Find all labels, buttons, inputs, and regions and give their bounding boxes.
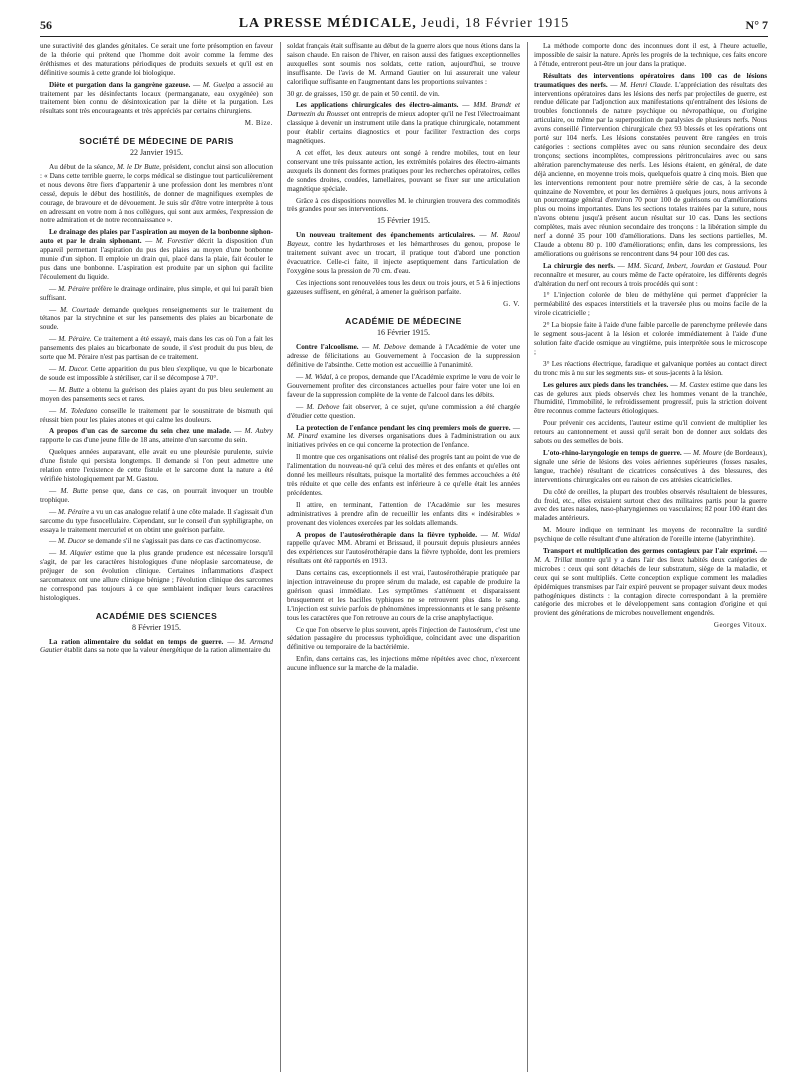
- article-title: Les gelures aux pieds dans les tranchées.: [543, 380, 669, 389]
- column-middle: [287, 42, 520, 1072]
- article-autoserotherapie: A propos de l'autosérothérapie dans la fièvre typhoïde. — M. Widal rappelle qu'avec MM. Abrami et Brissaud, il poursuit depuis plusieurs années des expériences sur l'autosérothérapie dans la fièvre typhoïde, dont les premiers résultats ont été rapportés en 1913.: [287, 530, 520, 566]
- author: M. A. Trillat: [534, 555, 573, 564]
- paragraph: — M. Péraire. Ce traitement a été essayé, mais dans les cas où l'on a fait les pansements des plaies au bicarbonate de soude, il s'est produit du pus bleu, de sorte que M. Péraire n'est pas partisan de ce traitement.: [40, 335, 273, 362]
- paragraph: — M. Toledano conseille le traitement par le sousnitrate de bismuth qui réussit bien pour les plaies atones et qui calme les douleurs.: [40, 406, 273, 424]
- text: a obtenu la guérison des plaies ayant du pus bleu seulement au moyen des pansements secs et rares.: [40, 385, 273, 403]
- signature: M. Bize.: [244, 119, 273, 128]
- author: M. Raoul Bayeux,: [287, 231, 520, 249]
- author: M. Pinard: [287, 432, 318, 441]
- paragraph: Du côté de oreilles, la plupart des troubles observés résultaient de blessures, du froid, etc., elles existaient surtout chez des militaires partis pour la guerre avec des tares nasales, naso-pharyngiennes ou vasculaires; 82 pour 100 étant des malades antérieurs.: [534, 487, 767, 523]
- text: a vu un cas analogue relatif à une côte malade. Il s'agissait d'un sarcome du type fusocellulaire. Cependant, sur le conseil d'un syphiligraphe, on essaya le traitement mercuriel et on obtint une guérison parfaite.: [40, 507, 273, 534]
- author: M. Toledano: [59, 406, 98, 415]
- author: M. Moure: [692, 448, 722, 457]
- author: M. Widal,: [305, 373, 334, 381]
- author: M. Alquier: [59, 549, 92, 558]
- text: Pour reconnaître et mesurer, au cours même de l'acte opératoire, les différents degrés d'altération du nerf ont recours à trois procédés qui sont :: [534, 261, 767, 288]
- paragraph: Enfin, dans certains cas, les injections même répétées avec choc, n'exercent aucune influence sur la marche de la maladie.: [287, 655, 520, 673]
- journal-masthead: [40, 16, 768, 32]
- text: pense que, dans ce cas, on pourrait invoquer un trouble trophique.: [40, 486, 273, 504]
- paragraph: Il montre que ces organisations ont réalisé des progrès tant au point de vue de l'alimentation du nouveau-né qu'à celui des mères et des enfants et qu'elles ont donné les meilleurs résultats, puisque la mortalité des femmes accouchées a été très réduite et que celle des enfants est inférieure à ce qu'elle était les années précédentes.: [287, 453, 520, 497]
- paragraph: — M. Ducor. Cette apparition du pus bleu s'explique, vu que le bicarbonate de soude est impossible à stériliser, car il se décompose à 70°.: [40, 365, 273, 382]
- author: M. Péraire: [58, 507, 90, 516]
- article-text: président, conclut ainsi son allocution : « Dans cette terrible guerre, le corps médical se distingue tout particulièrement et nous devons être fiers d'appartenir à une profession dont les membres n'ont cessé, depuis le début des hostilités, de donner de magnifiques exemples de courage, de bravoure et de dévouement. Je suis sûr d'être votre interprète à tous en adressant en votre nom à nos collègues, qui sont aux armées, l'expression de notre admiration et de notre reconnaissance ».: [40, 162, 273, 225]
- text: estime que la plus grande prudence est nécessaire lorsqu'il s'agit, de par les caractères histologiques d'une néoplasie sarcomateuse, de préjuger de son évolution clinique. Certaines inflammations d'aspect sarcomateux ont une allure clinique bénigne ; l'évolution clinique des sarcomes ne correspond pas toujours à ce que semblaient indiquer leurs caractères histologiques.: [40, 549, 273, 602]
- author: M. Debove: [372, 343, 406, 352]
- article-title: La chirurgie des nerfs.: [543, 261, 616, 270]
- article-title: La ration alimentaire du soldat en temps de guerre.: [49, 637, 224, 646]
- article-drainage: Le drainage des plaies par l'aspiration au moyen de la bonbonne siphon-auto et par le drain siphonant. — M. Forestier décrit la disposition d'un appareil permettant l'aspiration du pus des plaies au moyen d'une bonbonne munie d'un siphon. Il emploie un drain qui, placé dans la plaie, fait écouler le pus dans une bonbonne. L'aspiration est produite par un siphon qui facilite l'écoulement du liquide.: [40, 228, 273, 281]
- text: Cette apparition du pus bleu s'explique, vu que le bicarbonate de soude est impossible à stériliser, car il se décompose à 70°.: [40, 365, 273, 382]
- article-title: Transport et multiplication des germes contagieux par l'air exprimé.: [543, 547, 758, 556]
- article-sarcome: A propos d'un cas de sarcome du sein chez une malade. — M. Aubry rapporte le cas d'une jeune fille de 18 ans, atteinte d'un sarcome du sein.: [40, 427, 273, 445]
- column-right: [534, 42, 767, 1072]
- journal-title: LA PRESSE MÉDICALE,: [238, 16, 417, 31]
- article-diete: Diète et purgation dans la gangrène gazeuse. — M. Guelpa a associé au traitement par les désinfectants locaux (permanganate, eau oxygénée) son traitement bien connu de désintoxication par la diète et la purgation. Les résultats sont très encourageants et très appréciés par certains chirurgiens.: [40, 80, 273, 116]
- text: préfère le drainage ordinaire, plus simple, et qui lui paraît bien suffisant.: [40, 284, 273, 302]
- text: Ce traitement a été essayé, mais dans les cas où l'on a fait les pansements des plaies au bicarbonate de soude, il s'est produit du pus bleu, de sorte que M. Péraire n'est pas partisan de ce traitement.: [40, 335, 273, 362]
- article-electro-aimants: Les applications chirurgicales des électro-aimants. — MM. Brandt et Darmezin du Rousset ont entrepris de mieux adopter qu'il ne l'est l'électroaimant classique à devenir un instrument utile dans la pratique chirurgicale, notamment pour établir certains diagnostics et pour faciliter l'extraction des corps magnétiques.: [287, 101, 520, 146]
- paragraph: soldat français était suffisante au début de la guerre alors que nous étions dans la saison chaude. En raison de l'hiver, en raison aussi des fatigues exceptionnelles auxquelles sont soumis nos soldats, cette ration, aujourd'hui, se trouve insuffisante. De l'avis de M. Armand Gautier on lui assurerait une valeur calorifique suffisante en l'augmentant dans les proportions suivantes :: [287, 42, 520, 86]
- section-date: 16 Février 1915.: [376, 328, 431, 338]
- section-title: ACADÉMIE DE MÉDECINE: [345, 316, 462, 327]
- paragraph: [40, 163, 273, 225]
- article-title: A propos d'un cas de sarcome du sein chez une malade.: [49, 427, 232, 436]
- paragraph: Ces injections sont renouvelées tous les deux ou trois jours, et 5 à 6 injections gazeuses suffisent, en général, à amener la guérison parfaite.: [287, 278, 520, 296]
- section-date: 8 Février 1915.: [131, 622, 182, 632]
- author: MM. Sicard, Imbert, Jourdan et Gastaud.: [627, 261, 751, 270]
- article-text: décrit la disposition d'un appareil permettant l'aspiration du pus des plaies au moyen d'une bonbonne munie d'un siphon. Il emploie un drain qui, placé dans la plaie, fait écouler le pus dans une bonbonne. L'aspiration est produite par un siphon qui facilite l'écoulement du liquide.: [40, 237, 273, 281]
- article-title: Le drainage des plaies par l'aspiration au moyen de la bonbonne siphon-auto et par le drain siphonant.: [40, 228, 273, 246]
- text: estime que dans les cas de gelures aux pieds observés chez les hommes venant de la tranchée, l'humidité, l'immobilité, le refroidissement progressif, puis la striction doivent être reconnus comme facteurs étiologiques.: [534, 380, 767, 416]
- text: (de Bordeaux), signale une série de lésions des voies aériennes supérieures (fosses nasales, langue, trachée) résultant de cicatrices consécutives à des blessures, des interventions chirurgicales ont eu raison de ces atrésies cicatricielles.: [534, 448, 767, 484]
- article-title: Résultats des interventions opératoires dans 100 cas de lésions traumatiques des nerfs.: [534, 71, 767, 89]
- paragraph: La méthode comporte donc des inconnues dont il est, à l'heure actuelle, impossible de saisir la nature. Après les progrès de la technique, ces faits encore à l'étude, entreront peut-être un jour dans la pratique.: [534, 42, 767, 68]
- column-divider: [280, 42, 281, 1072]
- text: ont entrepris de mieux adopter qu'il ne l'est l'électroaimant classique à devenir un instrument utile dans la pratique chirurgicale, notamment pour établir certains diagnostics et pour faciliter l'extraction des corps magnétiques.: [287, 110, 520, 146]
- text: fait observer, à ce sujet, qu'une commission a été chargée d'étudier cette question.: [287, 402, 520, 420]
- paragraph: — M. Widal, à ce propos, demande que l'Académie exprime le vœu de voir le Gouvernement profiter des circonstances actuelles pour faire voter une loi en faveur de la suppression complète de la vente de l'alcool dans les débits.: [287, 373, 520, 399]
- newspaper-page: [40, 14, 768, 1074]
- issue-date: Jeudi, 18 Février 1915: [421, 16, 570, 31]
- article-alcoolisme: Contre l'alcoolisme. — M. Debove demande à l'Académie de voter une adresse de félicitations au Gouvernement à l'occasion de la suppression définitive de l'absinthe. Cette motion est accueillie à l'unanimité.: [287, 343, 520, 370]
- author: M. Widal: [491, 530, 520, 539]
- text: conseille le traitement par le sousnitrate de bismuth qui réussit bien pour les plaies atones et qui calme les douleurs.: [40, 406, 273, 424]
- paragraph: — M. Alquier estime que la plus grande prudence est nécessaire lorsqu'il s'agit, de par les caractères histologiques d'une néoplasie sarcomateuse, de préjuger de son évolution clinique. Certaines inflammations d'aspect sarcomateux ont une allure clinique bénigne ; l'évolution clinique des sarcomes ne correspond pas toujours à ce que semblaient indiquer leurs caractères histologiques.: [40, 549, 273, 602]
- text: montre qu'il y a dans l'air des lieux habités deux catégories de microbes : ceux qui sont détachés de leur substratum, siège de la maladie, et ceux qui se sont multipliés. Cette conception explique comment les maladies épidémiques transmises par l'air expiré peuvent se propager suivant deux modes pathogéniques distincts : la contagion directe correspondant à la première catégorie des microbes et le développement sans contagion d'origine et qui provient des générations de microbes nouvellement engendrés.: [534, 555, 767, 618]
- article-title: Un nouveau traitement des épanchements articulaires.: [296, 231, 476, 240]
- section-title: ACADÉMIE DES SCIENCES: [95, 610, 218, 621]
- article-enfance: La protection de l'enfance pendant les cinq premiers mois de guerre. — M. Pinard examine les diverses organisations dues à l'administration ou aux initiatives privées en ce qui concerne la protection de l'enfance.: [287, 423, 520, 450]
- author: M. Guelpa: [202, 80, 235, 89]
- paragraph: — M. Péraire préfère le drainage ordinaire, plus simple, et qui lui paraît bien suffisant.: [40, 284, 273, 302]
- author: M. Castex: [679, 380, 709, 389]
- paragraph: — M. Ducor se demande s'il ne s'agissait pas dans ce cas d'actinomycose.: [49, 537, 261, 546]
- text-columns: [40, 42, 768, 1072]
- text: établit dans sa note que la valeur énergétique de la ration alimentaire du: [64, 646, 271, 655]
- section-date: 22 Janvier 1915.: [129, 148, 184, 158]
- paragraph: Quelques années auparavant, elle avait eu une pleurésie purulente, suivie d'une fistule qui persista longtemps. Il demande si l'on peut admettre une relation entre l'existence de cette fistule et le sarcome dont la nature a été vérifiée histologiquement par M. Gastou.: [40, 448, 273, 483]
- author: M. Forestier: [155, 237, 194, 246]
- text: L'appréciation des résultats des interventions opératoires dans les lésions des nerfs par projectiles de guerre, est rendue délicate par l'adjonction aux manifestations qu'entraînent des lésions de troubles fonctionnels de nature psychique ou névropathique, ou d'origine articulaire, ou même par la superposition de paralysies de plusieurs nerfs. Nous avons conseillé l'intervention chirurgicale chez 93 blessés et les opérations ont porté sur 104 nerfs. Les lésions constatées peuvent être rangées en trois catégories : sections complètes avec ou sans réunion secondaire des deux tronçons; sections incomplètes, compressions péritronculaires avec ou sans altération parenchymateuse des nerfs. Les lésions étaient, en général, de date déjà ancienne, en moyenne trois mois, quelquefois quatre à cinq mois. Bien que les interventions remontent pour notre première série de cas, à la seconde quinzaine de Novembre, et pour les dernières à quelques jours, nous arrivons à un pourcentage général d'environ 70 pour 100 de guérisons ou d'améliorations plus ou moins importantes. Dans les sections totales traitées par la suture, nous n'avons obtenu jusqu'à présent aucun résultat sur 10 cas. Dans les sections complètes, mais avec réunion secondaire des tronçons : la libération simple du nerf a donné 35 pour 100 d'améliorations. Dans les sections partielles, M. Claude a obtenu 80 p. 100 d'améliorations; enfin, dans les compressions, les améliorations ou guérisons se rencontrent dans 94 pour 100 des cas.: [534, 80, 767, 258]
- text: Au début de la séance,: [49, 162, 115, 171]
- paragraph: Grâce à ces dispositions nouvelles M. le chirurgien trouvera des commodités très grandes pour ses interventions.: [287, 196, 520, 214]
- signature: Georges Vitoux.: [713, 621, 767, 630]
- author: M. Armand Gautier: [40, 637, 273, 655]
- section-date: 15 Février 1915.: [376, 216, 431, 226]
- paragraph: M. Moure indique en terminant les moyens de reconnaître la surdité psychique de celle résultant d'une altération de l'oreille interne (labyrinthite).: [534, 526, 767, 544]
- text: examine les diverses organisations dues à l'administration ou aux initiatives privées en ce qui concerne la protection de l'enfance.: [287, 432, 520, 450]
- article-chirurgie-nerfs: La chirurgie des nerfs. — MM. Sicard, Imbert, Jourdan et Gastaud. Pour reconnaître et mesurer, au cours même de l'acte opératoire, les différents degrés d'altération du nerf ont recours à trois procédés qui sont :: [534, 261, 767, 288]
- column-divider: [527, 42, 528, 1072]
- article-ration: La ration alimentaire du soldat en temps de guerre. — M. Armand Gautier établit dans sa note que la valeur énergétique de la ration alimentaire du: [40, 637, 273, 655]
- page-number: 56: [40, 18, 52, 32]
- paragraph: Il attire, en terminant, l'attention de l'Académie sur les mesures administratives à prendre afin de recueillir les enfants dits « indésirables » provenant des violences exercées par les soldats allemands.: [287, 500, 520, 527]
- author: M. Ducor.: [58, 365, 89, 373]
- paragraph: — M. Debove fait observer, à ce sujet, qu'une commission a été chargée d'étudier cette question.: [287, 402, 520, 420]
- author: M. Péraire.: [58, 335, 92, 344]
- article-title: A propos de l'autosérothérapie dans la fièvre typhoïde.: [296, 530, 477, 539]
- author: M. le Dr Butte,: [116, 162, 162, 171]
- author: M. Aubry: [244, 427, 273, 436]
- text: contre les hydarthroses et les hémarthroses du genou, propose le traitement suivant avec un trocart, il pratique tout d'abord une ponction évacuatrice. Celle-ci faite, il injecte aseptiquement dans l'articulation de l'oxygène sous la pression de 70 cm. d'eau.: [287, 240, 520, 275]
- paragraph: une suractivité des glandes génitales. Ce serait une forte présomption en faveur de la théorie qui prétend que l'homme doit avoir comme la femme des éréthismes et des maturations périodiques de produits sexuels et qu'il est en définitive soumis à cette grande loi biologique.: [40, 42, 273, 77]
- text: rapporte le cas d'une jeune fille de 18 ans, atteinte d'un sarcome du sein.: [40, 436, 248, 445]
- issue-number: N° 7: [745, 18, 768, 32]
- page-header: [40, 14, 768, 37]
- list-item: 1° L'injection colorée de bleu de méthylène qui permet d'apprécier la perméabilité des espaces interstitiels et la traversée plus ou moins facile de la virole cicatricielle ;: [534, 291, 767, 318]
- author: M. Butte: [58, 385, 84, 394]
- article-gelures: Les gelures aux pieds dans les tranchées. — M. Castex estime que dans les cas de gelures aux pieds observés chez les hommes venant de la tranchée, l'humidité, l'immobilité, le refroidissement progressif, puis la striction doivent être reconnus comme facteurs étiologiques.: [534, 380, 767, 416]
- article-text: a associé au traitement par les désinfectants locaux (permanganate, eau oxygénée) son traitement bien connu de désintoxication par la diète et la purgation. Les résultats sont très encourageants et très appréciés par certains chirurgiens.: [40, 80, 273, 116]
- section-title: SOCIÉTÉ DE MÉDECINE DE PARIS: [79, 136, 234, 147]
- column-left: [40, 42, 273, 1072]
- paragraph: A cet effet, les deux auteurs ont songé à rendre mobiles, tout en leur conservant une très puissante action, les extrémités polaires des électro-aimants auxquels ils donnent des formes pratiques pour les recherches opératoires, celles de sondes droites, coudées, lamellaires, pouvant se fixer sur une articulation magnétique spéciale.: [287, 148, 520, 193]
- text: à ce propos, demande que l'Académie exprime le vœu de voir le Gouvernement profiter des circonstances actuelles pour faire voter une loi en faveur de la suppression complète de la vente de l'alcool dans les débits.: [287, 373, 520, 399]
- author: M. Debove: [306, 402, 340, 411]
- article-title: Les applications chirurgicales des électro-aimants.: [296, 101, 459, 110]
- article-title: L'oto-rhino-laryngologie en temps de guerre.: [543, 448, 682, 457]
- article-resultats: Résultats des interventions opératoires dans 100 cas de lésions traumatiques des nerfs. — M. Henri Claude. L'appréciation des résultats des interventions opératoires dans les lésions des nerfs par projectiles de guerre, est rendue délicate par l'adjonction aux manifestations qu'entraînent des lésions de troubles fonctionnels de nature psychique ou névropathique, ou d'origine articulaire, ou même par la superposition de paralysies de plusieurs nerfs. Nous avons conseillé l'intervention chirurgicale chez 93 blessés et les opérations ont porté sur 104 nerfs. Les lésions constatées peuvent être rangées en trois catégories : sections complètes avec ou sans réunion secondaire des deux tronçons; sections incomplètes, compressions péritronculaires avec ou sans altération parenchymateuse des nerfs. Les lésions étaient, en général, de date déjà ancienne, en moyenne trois mois, quelquefois quatre à cinq mois. Bien que les interventions remontent pour notre première série de cas, à la seconde quinzaine de Novembre, et pour les dernières à quelques jours, nous arrivons à un pourcentage général d'environ 70 pour 100 de guérisons ou d'améliorations plus ou moins importantes. Dans les sections totales traitées par la suture, nous n'avons obtenu jusqu'à présent aucun résultat sur 10 cas. Dans les sections complètes, mais avec réunion secondaire des tronçons : la libération simple du nerf a donné 35 pour 100 d'améliorations. Dans les sections partielles, M. Claude a obtenu 80 p. 100 d'améliorations; enfin, dans les compressions, les améliorations ou guérisons se rencontrent dans 94 pour 100 des cas.: [534, 71, 767, 258]
- paragraph: Pour prévenir ces accidents, l'auteur estime qu'il convient de multiplier les retours au cantonnement et aussi qu'il serait bon de donner aux soldats des sabots ou des semelles de bois.: [534, 419, 767, 446]
- text: rappelle qu'avec MM. Abrami et Brissaud, il poursuit depuis plusieurs années des expériences sur l'autosérothérapie dans la fièvre typhoïde, dont les premiers résultats ont été rapportés en 1913.: [287, 539, 520, 566]
- paragraph: — M. Courtade demande quelques renseignements sur le traitement du tétanos par la strychnine et sur les pansements des plaies au bicarbonate de soude.: [40, 305, 273, 332]
- author: M. Péraire: [58, 284, 90, 293]
- text: se demande s'il ne s'agissait pas dans ce cas d'actinomycose.: [87, 537, 261, 546]
- article-title: Diète et purgation dans la gangrène gazeuse.: [49, 80, 191, 89]
- author: M. Ducor: [57, 537, 86, 546]
- author: M. Butte: [60, 486, 88, 495]
- author: MM. Brandt et Darmezin du Rousset: [287, 101, 520, 119]
- list-item: 2° La biopsie faite à l'aide d'une faible parcelle de parenchyme prélevée dans le segment sous-jacent à la lésion et colorée immédiatement à l'aide d'une solution faite d'acide osmique au vingtième, puis interprétée sous le microscope ;: [534, 321, 767, 356]
- signature: G. V.: [503, 299, 520, 308]
- article-epanchements: Un nouveau traitement des épanchements articulaires. — M. Raoul Bayeux, contre les hydarthroses et les hémarthroses du genou, propose le traitement suivant avec un trocart, il pratique tout d'abord une ponction évacuatrice. Celle-ci faite, il injecte aseptiquement dans l'articulation de l'oxygène sous la pression de 70 cm. d'eau.: [287, 231, 520, 275]
- paragraph: 30 gr. de graisses, 150 gr. de pain et 50 centil. de vin.: [287, 89, 440, 98]
- article-title: Contre l'alcoolisme.: [296, 343, 359, 352]
- text: demande à l'Académie de voter une adresse de félicitations au Gouvernement à l'occasion de la suppression définitive de l'absinthe. Cette motion est accueillie à l'unanimité.: [287, 343, 520, 370]
- list-item: 3° Les réactions électrique, faradique et galvanique portées au contact direct du tronc mis à nu sur les segments sus- et sous-jacents à la lésion.: [534, 359, 767, 377]
- author: M. Henri Claude.: [620, 80, 673, 89]
- article-transport-germes: Transport et multiplication des germes contagieux par l'air exprimé. — M. A. Trillat montre qu'il y a dans l'air des lieux habités deux catégories de microbes : ceux qui sont détachés de leur substratum, siège de la maladie, et ceux qui se sont multipliés. Cette conception explique comment les maladies épidémiques transmises par l'air expiré peuvent se propager suivant deux modes pathogéniques distincts : la contagion directe correspondant à la première catégorie des microbes et le développement sans contagion d'origine et qui provient des générations de microbes nouvellement engendrés.: [534, 547, 767, 618]
- paragraph: — M. Péraire a vu un cas analogue relatif à une côte malade. Il s'agissait d'un sarcome du type fusocellulaire. Cependant, sur le conseil d'un syphiligraphe, on essaya le traitement mercuriel et on obtint une guérison parfaite.: [40, 507, 273, 534]
- paragraph: Dans certains cas, exceptionnels il est vrai, l'autosérothérapie pratiquée par injection intraveineuse du propre sérum du malade, est capable de produire la guérison quasi immédiate. Les symptômes s'atténuent et disparaissent brusquement et les bacilles typhiques ne se retrouvent plus dans le sang. L'injection est suivie parfois de phénomènes impressionnants et le sang présente tous les caractères que l'on retrouve au cours de la crise anaphylactique.: [287, 569, 520, 622]
- paragraph: — M. Butte pense que, dans ce cas, on pourrait invoquer un trouble trophique.: [40, 486, 273, 504]
- paragraph: — M. Butte a obtenu la guérison des plaies ayant du pus bleu seulement au moyen des pansements secs et rares.: [40, 385, 273, 403]
- paragraph: Ce que l'on observe le plus souvent, après l'injection de l'autosérum, c'est une sédation passagère du processus typhoïdique, coïncidant avec une disparition définitive ou temporaire de la bactériémie.: [287, 625, 520, 652]
- article-title: La protection de l'enfance pendant les cinq premiers mois de guerre.: [296, 423, 511, 432]
- author: M. Courtade: [60, 305, 99, 314]
- article-oto-rhino: L'oto-rhino-laryngologie en temps de guerre. — M. Moure (de Bordeaux), signale une série de lésions des voies aériennes supérieures (fosses nasales, langue, trachée) résultant de cicatrices consécutives à des blessures, des interventions chirurgicales ont eu raison de ces atrésies cicatricielles.: [534, 448, 767, 484]
- text: demande quelques renseignements sur le traitement du tétanos par la strychnine et sur les pansements des plaies au bicarbonate de soude.: [40, 305, 273, 332]
